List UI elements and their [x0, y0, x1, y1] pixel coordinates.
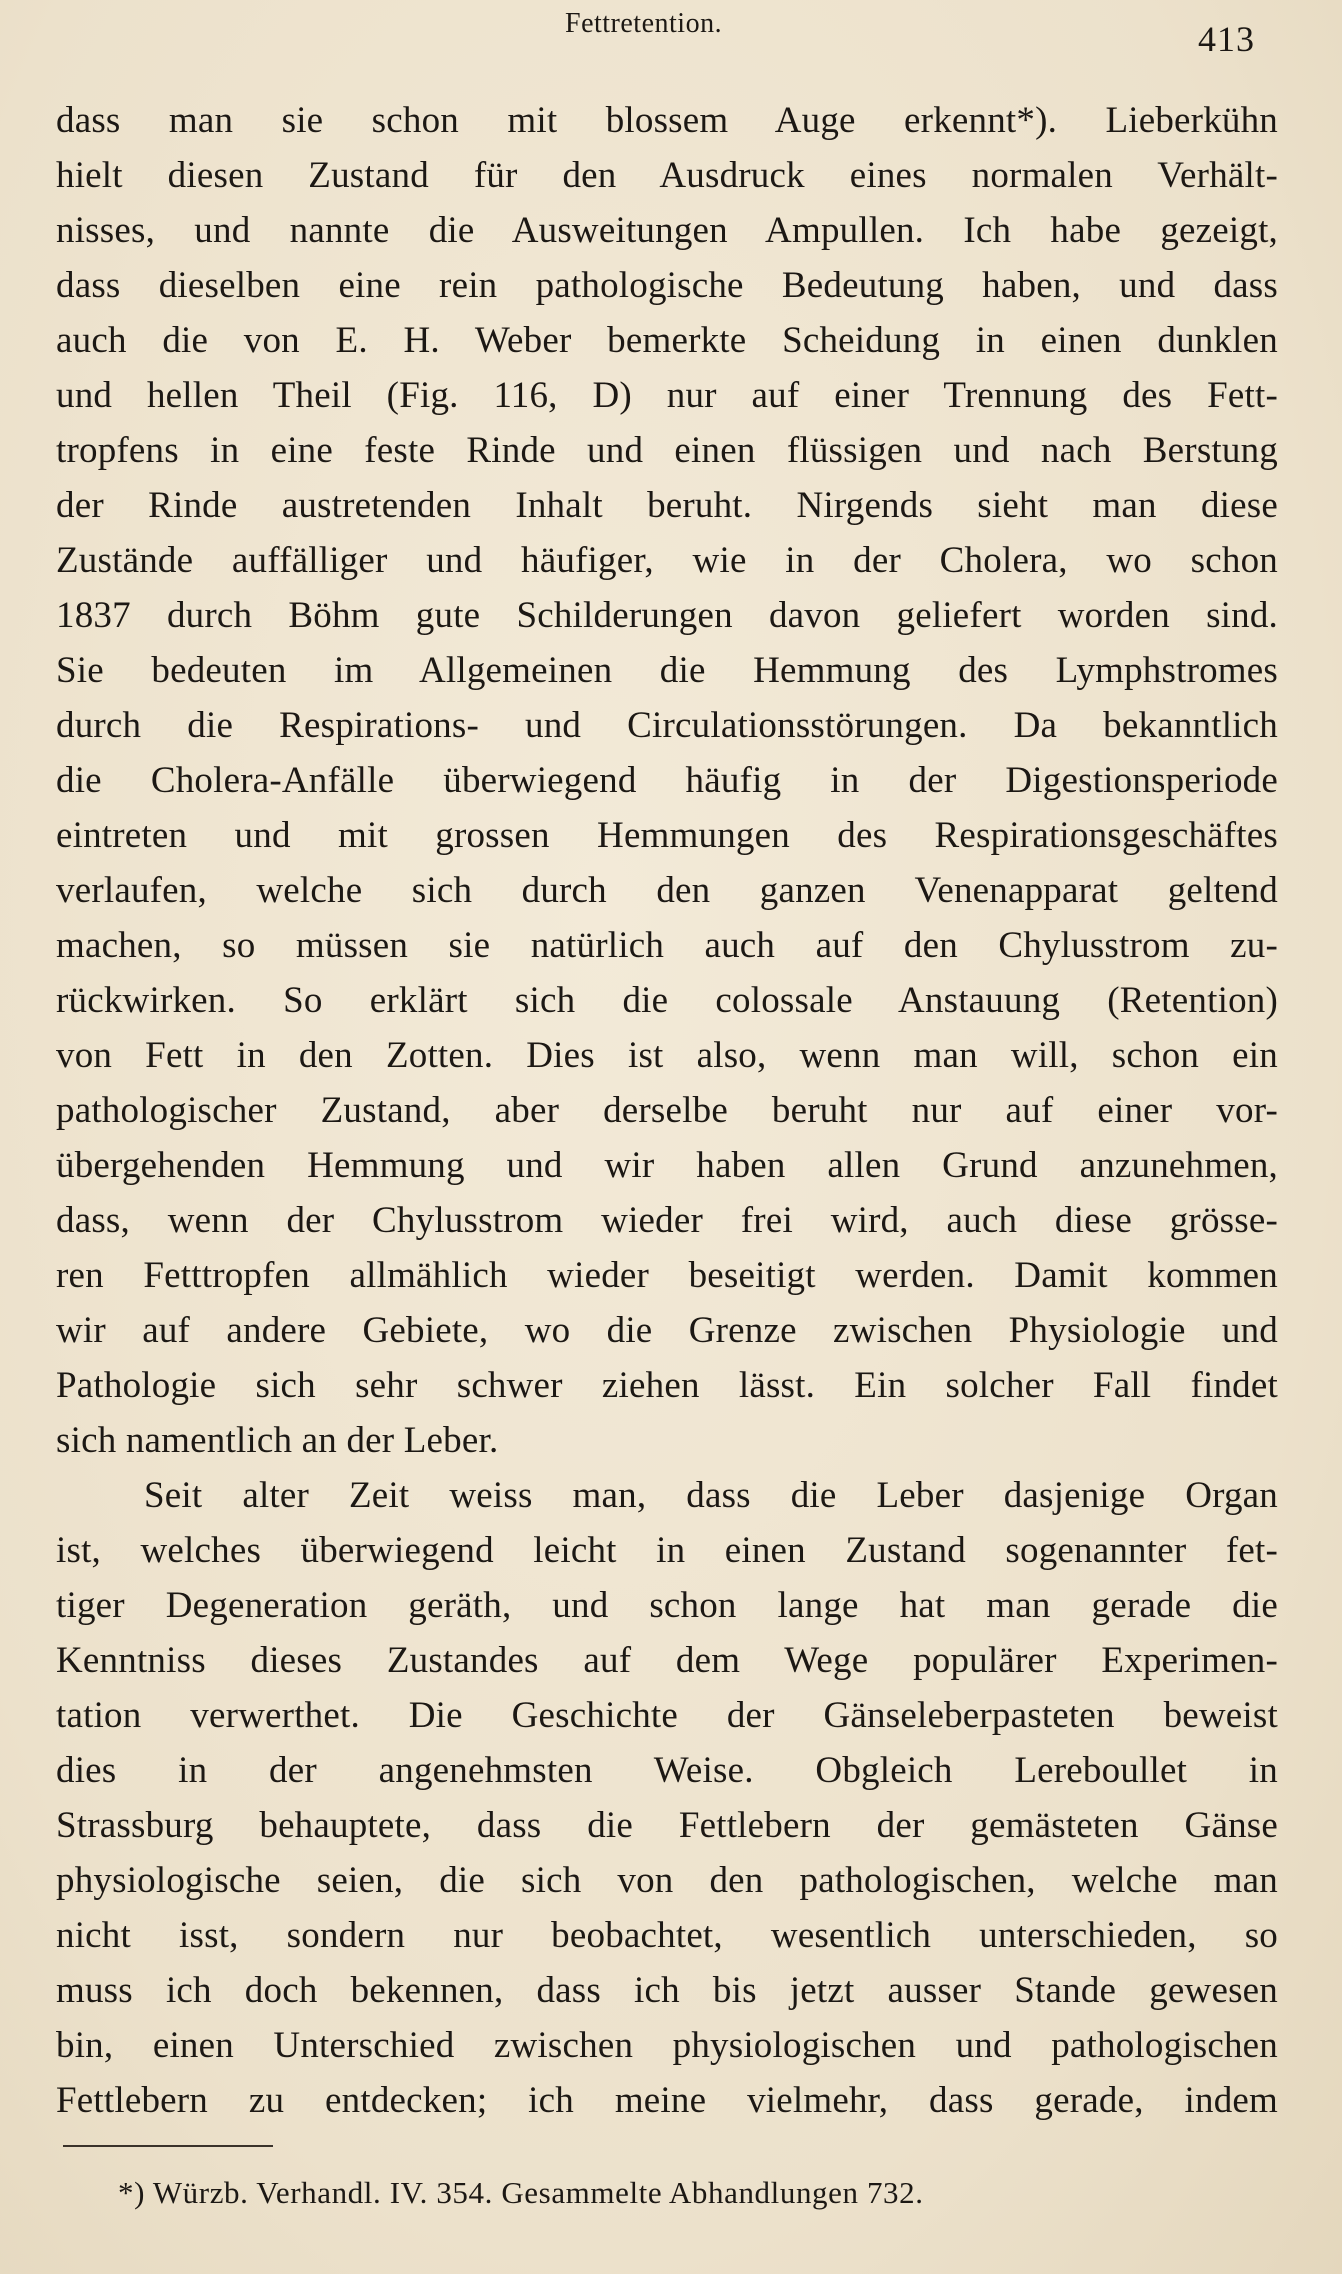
text-line: rückwirken. So erklärt sich die colossale Anstauung (Retention): [56, 980, 1278, 1021]
text-line: ren Fetttropfen allmählich wieder beseitigt werden. Damit kommen: [56, 1255, 1278, 1296]
text-line: dass man sie schon mit blossem Auge erkennt*). Lieberkühn: [56, 100, 1278, 141]
text-line: tiger Degeneration geräth, und schon lange hat man gerade die: [56, 1585, 1278, 1626]
text-line: eintreten und mit grossen Hemmungen des Respirationsgeschäftes: [56, 815, 1278, 856]
text-line: Pathologie sich sehr schwer ziehen lässt. Ein solcher Fall findet: [56, 1365, 1278, 1406]
text-line: auch die von E. H. Weber bemerkte Scheidung in einen dunklen: [56, 320, 1278, 361]
text-line: Sie bedeuten im Allgemeinen die Hemmung des Lymphstromes: [56, 650, 1278, 691]
text-line: Zustände auffälliger und häufiger, wie in der Cholera, wo schon: [56, 540, 1278, 581]
text-line: Kenntniss dieses Zustandes auf dem Wege populärer Experimen-: [56, 1640, 1278, 1681]
running-title: Fettretention.: [565, 8, 723, 39]
text-line: von Fett in den Zotten. Dies ist also, wenn man will, schon ein: [56, 1035, 1278, 1076]
text-line: Seit alter Zeit weiss man, dass die Leber dasjenige Organ: [144, 1475, 1278, 1516]
footnote: *) Würzb. Verhandl. IV. 354. Gesammelte Abhandlungen 732.: [118, 2175, 924, 2210]
text-line: machen, so müssen sie natürlich auch auf den Chylusstrom zu-: [56, 925, 1278, 966]
body-text: [56, 93, 1278, 2128]
text-line: wir auf andere Gebiete, wo die Grenze zwischen Physiologie und: [56, 1310, 1278, 1351]
text-line: der Rinde austretenden Inhalt beruht. Nirgends sieht man diese: [56, 485, 1278, 526]
text-line: die Cholera-Anfälle überwiegend häufig in der Digestionsperiode: [56, 760, 1278, 801]
text-line: ist, welches überwiegend leicht in einen Zustand sogenannter fet-: [56, 1530, 1278, 1571]
text-line: verlaufen, welche sich durch den ganzen Venenapparat geltend: [56, 870, 1278, 911]
text-line: hielt diesen Zustand für den Ausdruck eines normalen Verhält-: [56, 155, 1278, 196]
text-line: Fettlebern zu entdecken; ich meine vielmehr, dass gerade, indem: [56, 2080, 1278, 2121]
text-line: muss ich doch bekennen, dass ich bis jetzt ausser Stande gewesen: [56, 1970, 1278, 2011]
text-line: Strassburg behauptete, dass die Fettlebern der gemästeten Gänse: [56, 1805, 1278, 1846]
text-line: dass dieselben eine rein pathologische Bedeutung haben, und dass: [56, 265, 1278, 306]
text-line: pathologischer Zustand, aber derselbe beruht nur auf einer vor-: [56, 1090, 1278, 1131]
text-line: durch die Respirations- und Circulationsstörungen. Da bekanntlich: [56, 705, 1278, 746]
text-line: nisses, und nannte die Ausweitungen Ampullen. Ich habe gezeigt,: [56, 210, 1278, 251]
text-line: tropfens in eine feste Rinde und einen flüssigen und nach Berstung: [56, 430, 1278, 471]
text-line: übergehenden Hemmung und wir haben allen Grund anzunehmen,: [56, 1145, 1278, 1186]
page-number: 413: [1198, 19, 1255, 59]
text-line: und hellen Theil (Fig. 116, D) nur auf einer Trennung des Fett-: [56, 375, 1278, 416]
text-line: 1837 durch Böhm gute Schilderungen davon geliefert worden sind.: [56, 595, 1278, 636]
text-line: dass, wenn der Chylusstrom wieder frei wird, auch diese grösse-: [56, 1200, 1278, 1241]
text-line: nicht isst, sondern nur beobachtet, wesentlich unterschieden, so: [56, 1915, 1278, 1956]
text-line: bin, einen Unterschied zwischen physiologischen und pathologischen: [56, 2025, 1278, 2066]
text-line: physiologische seien, die sich von den pathologischen, welche man: [56, 1860, 1278, 1901]
footnote-divider: [63, 2145, 273, 2147]
text-line: sich namentlich an der Leber.: [56, 1420, 499, 1461]
running-header: [0, 8, 1342, 59]
text-line: tation verwerthet. Die Geschichte der Gänseleberpasteten beweist: [56, 1695, 1278, 1736]
text-line: dies in der angenehmsten Weise. Obgleich Lereboullet in: [56, 1750, 1278, 1791]
